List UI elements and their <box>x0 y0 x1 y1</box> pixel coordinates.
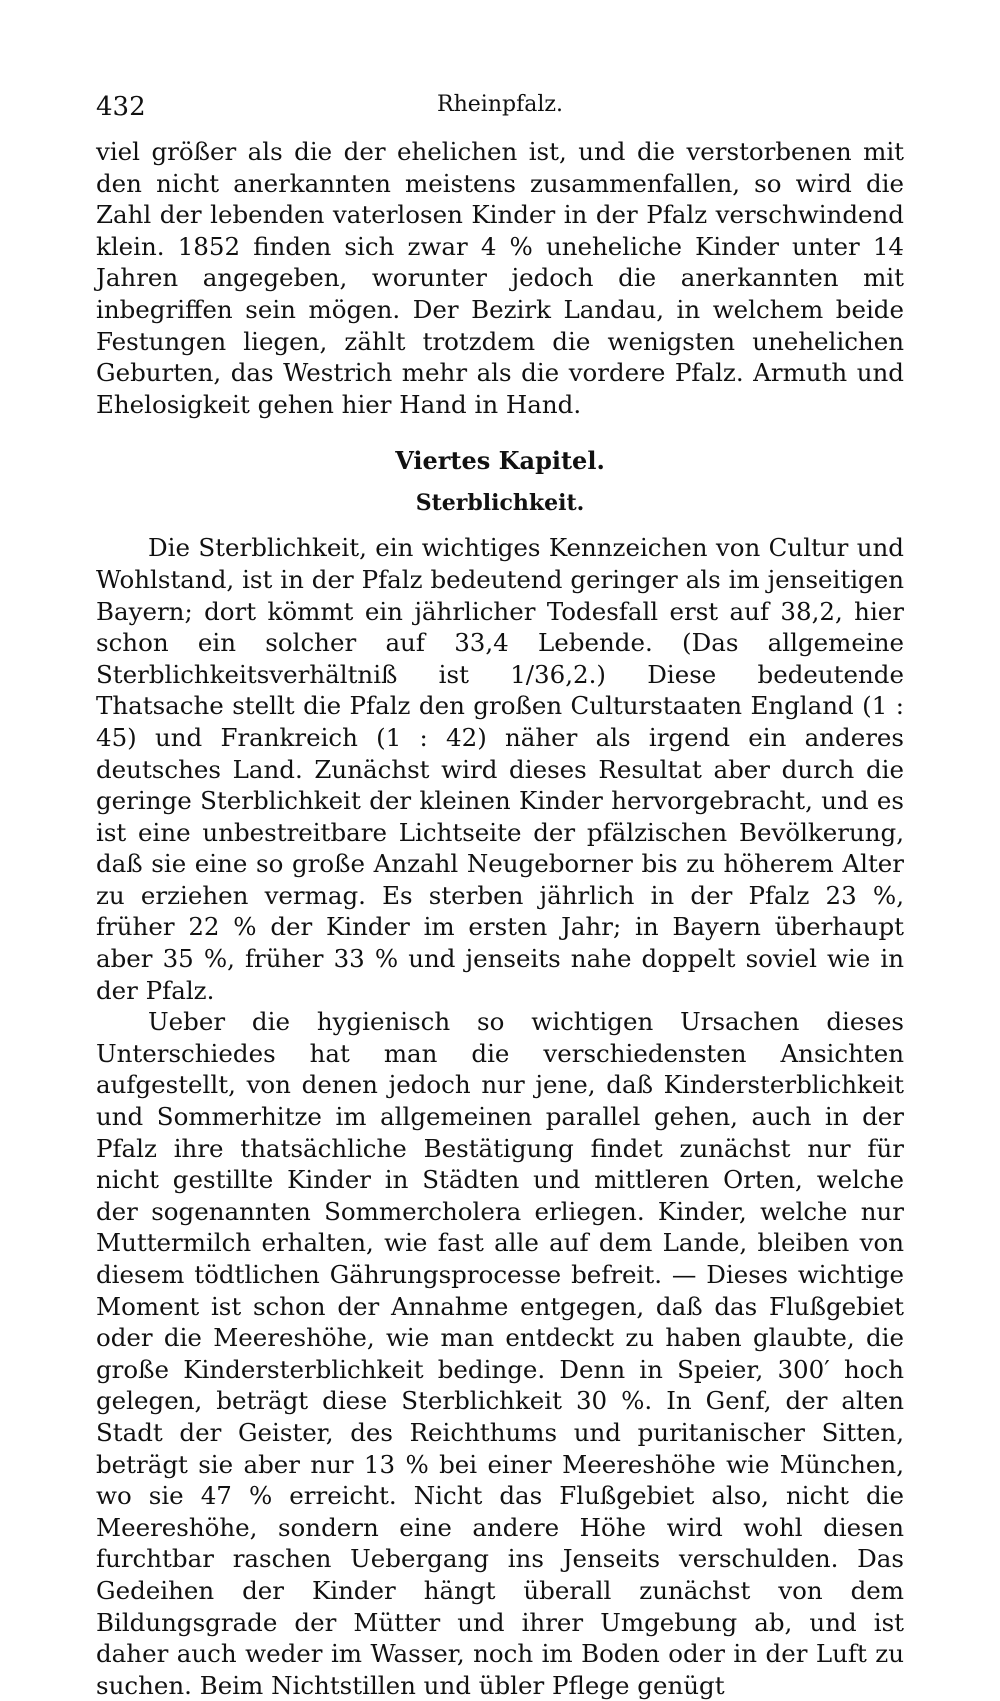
paragraph-continuation: viel größer als die der ehelichen ist, und die verstorbenen mit den nicht anerkannten meistens zusammenfallen, so wird die Zahl der lebenden vaterlosen Kinder in der Pfalz verschwindend klein. 1852 finden sich zwar 4 % uneheliche Kinder unter 14 Jahren angegeben, worunter jedoch die anerkannten mit inbegriffen sein mögen. Der Bezirk Landau, in welchem beide Festungen liegen, zählt trotzdem die wenigsten unehelichen Geburten, das Westrich mehr als die vordere Pfalz. Armuth und Ehelosigkeit gehen hier Hand in Hand. <box>96 137 904 419</box>
page-number: 432 <box>96 92 146 122</box>
page-header <box>96 92 904 132</box>
paragraph-causes: Ueber die hygienisch so wichtigen Ursachen dieses Unterschiedes hat man die verschiedensten Ansichten aufgestellt, von denen jedoch nur jene, daß Kindersterblichkeit und Sommerhitze im allgemeinen parallel gehen, auch in der Pfalz ihre thatsächliche Bestätigung findet zunächst nur für nicht gestillte Kinder in Städten und mittleren Orten, welche der sogenannten Sommercholera erliegen. Kinder, welche nur Muttermilch erhalten, wie fast alle auf dem Lande, bleiben von diesem tödtlichen Gährungsprocesse befreit. — Dieses wichtige Moment ist schon der Annahme entgegen, daß das Flußgebiet oder die Meereshöhe, wie man entdeckt zu haben glaubte, die große Kindersterblichkeit bedinge. Denn in Speier, 300′ hoch gelegen, beträgt diese Sterblichkeit 30 %. In Genf, der alten Stadt der Geister, des Reichthums und puritanischer Sitten, beträgt sie aber nur 13 % bei einer Meereshöhe wie München, wo sie 47 % erreicht. Nicht das Flußgebiet also, nicht die Meereshöhe, sondern eine andere Höhe wird wohl diesen furchtbar raschen Uebergang ins Jenseits verschulden. Das Gedeihen der Kinder hängt überall zunächst von dem Bildungsgrade der Mütter und ihrer Umgebung ab, und ist daher auch weder im Wasser, noch im Boden oder in der Luft zu suchen. Beim Nichtstillen und übler Pflege genügt <box>96 1007 904 1700</box>
section-title: Sterblichkeit. <box>415 490 585 517</box>
page-body <box>96 136 904 1701</box>
paragraph-mortality: Die Sterblichkeit, ein wichtiges Kennzeichen von Cultur und Wohlstand, ist in der Pfalz bedeutend geringer als im jenseitigen Bayern; dort kömmt ein jährlicher Todesfall erst auf 38,2, hier schon ein solcher auf 33,4 Lebende. (Das allgemeine Sterblichkeitsverhältniß ist 1/36,2.) Diese bedeutende Thatsache stellt die Pfalz den großen Culturstaaten England (1 : 45) und Frankreich (1 : 42) näher als irgend ein anderes deutsches Land. Zunächst wird dieses Resultat aber durch die geringe Sterblichkeit der kleinen Kinder hervorgebracht, und es ist eine unbestreitbare Lichtseite der pfälzischen Bevölkerung, daß sie eine so große Anzahl Neugeborner bis zu höherem Alter zu erziehen vermag. Es sterben jährlich in der Pfalz 23 %, früher 22 % der Kinder im ersten Jahr; in Bayern überhaupt aber 35 %, früher 33 % und jenseits nahe doppelt soviel wie in der Pfalz. <box>96 533 904 1005</box>
running-head: Rheinpfalz. <box>437 92 563 117</box>
chapter-title: Viertes Kapitel. <box>395 446 605 476</box>
